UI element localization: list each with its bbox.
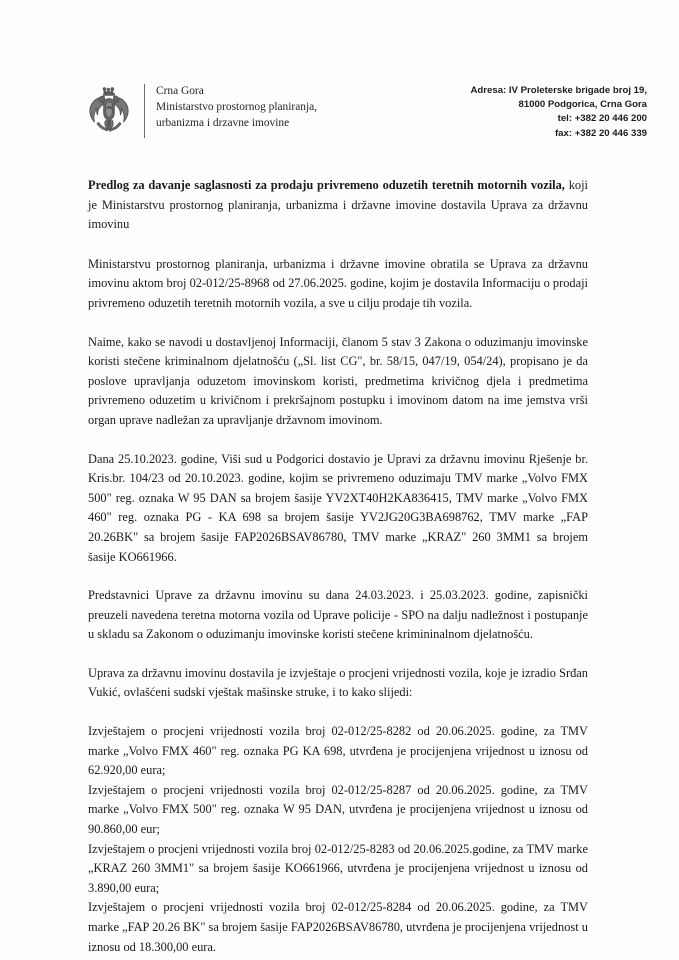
country-name: Crna Gora	[156, 85, 204, 97]
address-city: 81000 Podgorica, Crna Gora	[518, 99, 647, 111]
header-divider	[144, 84, 145, 138]
organization-name	[156, 82, 317, 132]
document-title-rest: koji je Ministarstvu prostornog planiranja, urbanizma i državne imovine dostavila Uprava za državnu imovinu	[88, 178, 588, 232]
paragraph-legal-basis: Naime, kako se navodi u dostavljenoj Informaciji, članom 5 stav 3 Zakona o oduzimanju imovinske koristi stečene kriminalnom djelatnošću („Sl. list CG", br. 58/15, 047/19, 054/24), propisano je da poslove upravljanja oduzetom imovinskom koristi, predmetima krivičnog djela i predmetima privremeno oduzetim u krivičnom i prekršajnom postupku i imovinom datom na ime jemstva vrši organ uprave nadležan za upravljanje državnom imovinom.	[88, 334, 588, 427]
address-tel: tel: +382 20 446 200	[557, 113, 647, 125]
valuation-item: Izvještajem o procjeni vrijednosti vozila broj 02-012/25-8284 od 20.06.2025. godine, za TMV marke „FAP 20.26 BK" sa brojem šasije FAP2026BSAV86780, utvrđena je procijenjena vrijednost u iznosu od 18.300,00 eura.	[88, 900, 588, 954]
valuation-list	[88, 722, 588, 957]
paragraph-intro: Ministarstvu prostornog planiranja, urbanizma i državne imovine obratila se Uprava za državnu imovinu aktom broj 02-012/25-8968 od 27.06.2025. godine, kojim je dostavila Informaciju o prodaji privremeno oduzetih teretnih motornih vozila, a sve u cilju prodaje tih vozila.	[88, 256, 588, 310]
valuation-item: Izvještajem o procjeni vrijednosti vozila broj 02-012/25-8283 od 20.06.2025.godine, za TMV marke „KRAZ 260 3MM1" sa brojem šasije KO661966, utvrđena je procijenjena vrijednost u iznosu od 3.890,00 eura;	[88, 841, 588, 895]
organization-block	[86, 82, 317, 140]
document-body	[88, 176, 588, 957]
document-header	[0, 82, 679, 141]
contact-address	[471, 82, 648, 141]
document-title	[88, 176, 588, 235]
ministry-name-line2: urbanizma i drzavne imovine	[156, 117, 290, 130]
document-title-bold: Predlog za davanje saglasnosti za prodaju privremeno oduzetih teretnih motornih vozila,	[88, 178, 565, 192]
paragraph-court-decision: Dana 25.10.2023. godine, Viši sud u Podgorici dostavio je Upravi za državnu imovinu Rješenje br. Kris.br. 104/23 od 20.10.2023. godine, kojim se privremeno oduzimaju TMV marke „Volvo FMX 500" reg. oznaka W 95 DAN sa brojem šasije YV2XT40H2KA836415, TMV marke „Volvo FMX 460" reg. oznaka PG - KA 698 sa brojem šasije YV2JG20G3BA698762, TMV marke „FAP 20.26BK" sa brojem šasije FAP2026BSAV86780, TMV marke „KRAZ" 260 3MM1 sa brojem šasije KO661966.	[88, 451, 588, 564]
address-fax: fax: +382 20 446 339	[554, 127, 647, 139]
paragraph-appraisal-intro: Uprava za državnu imovinu dostavila je izvještaje o procjeni vrijednosti vozila, koje je izradio Srđan Vukić, ovlašćeni sudski vještak mašinske struke, i to kako slijedi:	[88, 665, 588, 700]
ministry-name-line1: Ministarstvo prostornog planiranja,	[156, 101, 318, 114]
valuation-item: Izvještajem o procjeni vrijednosti vozila broj 02-012/25-8282 od 20.06.2025. godine, za TMV marke „Volvo FMX 460" reg. oznaka PG KA 698, utvrđena je procijenjena vrijednost u iznosu od 62.920,00 eura;	[88, 724, 588, 778]
valuation-item: Izvještajem o procjeni vrijednosti vozila broj 02-012/25-8287 od 20.06.2025. godine, za TMV marke „Volvo FMX 500" reg. oznaka W 95 DAN, utvrđena je procijenjena vrijednost u iznosu od 90.860,00 eur;	[88, 782, 588, 837]
montenegro-coat-of-arms-icon	[86, 84, 132, 140]
address-street: Adresa: IV Proleterske brigade broj 19,	[470, 85, 647, 96]
paragraph-handover: Predstavnici Uprave za državnu imovinu su dana 24.03.2023. i 25.03.2023. godine, zapisnički preuzeli navedena teretna motorna vozila od Uprave policije - SPO na dalju nadležnost i postupanje u skladu sa Zakonom o oduzimanju imovinske koristi stečene krimininalnom djelatnošću.	[88, 588, 588, 642]
